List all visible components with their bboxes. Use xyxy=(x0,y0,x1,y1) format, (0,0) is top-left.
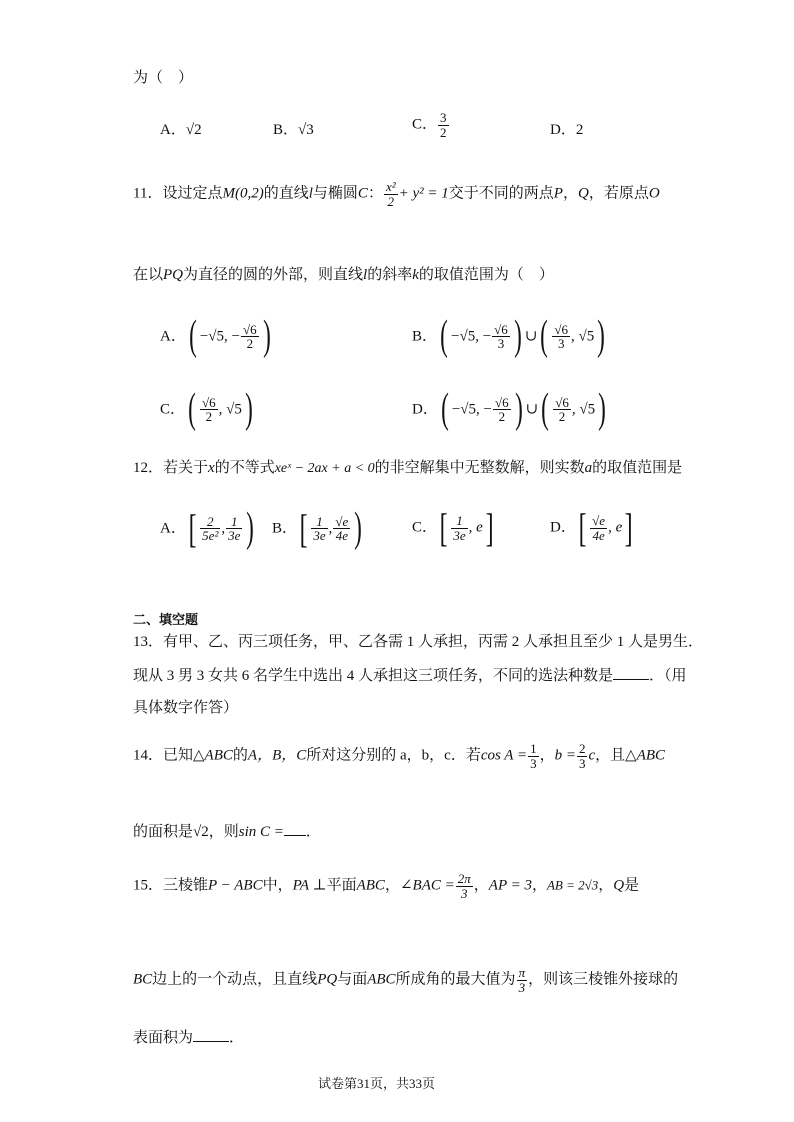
math-expr: , √5 xyxy=(571,328,595,345)
q15-line3 xyxy=(133,1026,244,1047)
math-var: c xyxy=(588,747,596,764)
text: ， xyxy=(598,877,614,894)
q13-line3: 具体数字作答） xyxy=(133,700,239,716)
math-expr: AB = 2√3 xyxy=(546,877,599,893)
text: 的取值范围是 xyxy=(592,460,683,476)
text: 所成角的最大值为 xyxy=(395,971,516,988)
answer-blank[interactable] xyxy=(284,823,306,836)
fraction: $\frac{1}{3e}$ xyxy=(313,513,326,544)
text: 的直线 xyxy=(263,185,309,202)
math-expr: PA ⊥ xyxy=(292,877,327,894)
math-expr: −√5, − xyxy=(451,328,492,345)
math-var: P xyxy=(553,185,563,202)
text: ， xyxy=(384,877,400,894)
text: 为直径的圆的外部，则直线 xyxy=(183,267,364,283)
math-expr: AP = 3 xyxy=(488,877,532,894)
q10-option-d xyxy=(550,118,583,139)
option-value: √3 xyxy=(298,122,314,138)
text: 设过定点 xyxy=(162,185,223,202)
q11-option-c: C．( $\frac{√6}{2}$ , √5) xyxy=(160,386,253,432)
option-value: √2 xyxy=(185,122,202,138)
text: 与面 xyxy=(337,971,368,988)
q13-line2 xyxy=(133,664,687,685)
math-expr: , √5 xyxy=(218,401,242,418)
option-label: D． xyxy=(550,519,576,536)
text: ，则该三棱锥外接球的 xyxy=(528,971,679,988)
math-var: O xyxy=(648,185,660,202)
fraction: $\frac{√6}{2}$ xyxy=(495,394,509,425)
math-var: PQ xyxy=(163,267,184,283)
text: 的非空解集中无整数解，则实数 xyxy=(374,460,585,476)
math-expr: −√5, − xyxy=(451,401,492,418)
option-label: B． xyxy=(273,122,299,138)
q11-option-a: A．( −√5, − $\frac{√6}{2}$ ) xyxy=(160,313,271,359)
math-expr: cos A = xyxy=(480,747,528,764)
option-label: D． xyxy=(550,122,576,138)
math-var: ABC xyxy=(636,747,666,764)
option-label: C． xyxy=(160,401,186,418)
text: 边上的一个动点，且直线 xyxy=(152,971,318,988)
fraction: $\frac{√6}{3}$ xyxy=(494,321,508,352)
math-expr: b = xyxy=(554,747,576,764)
q10-option-a xyxy=(160,118,202,139)
text: ，则 xyxy=(208,824,239,840)
q11-option-b: B．( −√5, − $\frac{√6}{3}$ ) ∪( $\frac{√6}{3}$ , √5) xyxy=(412,313,606,359)
text: 是 xyxy=(624,877,640,894)
option-label: D． xyxy=(412,401,438,418)
option-label: A． xyxy=(160,328,186,345)
math-var: ABC xyxy=(204,747,233,764)
q14-line1 xyxy=(133,742,665,770)
fraction: $\frac{3}{2}$ xyxy=(440,110,447,140)
fraction: $\frac{1}{3e}$ xyxy=(228,513,241,544)
answer-blank[interactable] xyxy=(193,1029,229,1042)
text: ， xyxy=(562,185,578,202)
text: 的取值范围为（ ） xyxy=(418,267,554,283)
text: ， xyxy=(531,877,547,894)
fraction: $\frac{1}{3}$ xyxy=(530,741,537,771)
math-var: Q xyxy=(613,877,625,894)
q11-line1 xyxy=(133,180,660,208)
q13-line1: 13．有甲、乙、丙三项任务，甲、乙各需 1 人承担，丙需 2 人承担且至少 1 人是男生． xyxy=(133,634,704,650)
text: 现从 3 男 3 女共 6 名学生中选出 4 人承担这三项任务，不同的选法种数是 xyxy=(133,668,614,684)
text: 交于不同的两点 xyxy=(448,185,554,202)
fraction: $\frac{√6}{2}$ xyxy=(243,321,257,352)
q11-option-d: D．( −√5, − $\frac{√6}{2}$ ) ∪( $\frac{√6}{2}$ , √5) xyxy=(412,386,606,432)
math-expr: , e xyxy=(608,519,623,536)
math-var: ABC xyxy=(367,971,396,988)
q14-line2 xyxy=(133,820,321,841)
fraction: $\frac{2}{3}$ xyxy=(578,741,586,771)
text: 所对这分别的 a，b，c．若 xyxy=(306,747,481,764)
q12-line1 xyxy=(133,456,682,477)
math-expr: , √5 xyxy=(571,401,596,418)
text: ．（用 xyxy=(649,668,687,684)
math-expr: −√5, − xyxy=(199,328,240,345)
text: 的 xyxy=(232,747,248,764)
math-var: ABC xyxy=(356,877,385,894)
option-label: C． xyxy=(412,116,438,133)
text: 14．已知△ xyxy=(133,747,205,764)
math-var: BC xyxy=(133,971,153,988)
text: 与椭圆 xyxy=(312,185,358,202)
answer-blank[interactable] xyxy=(613,667,649,680)
text: 的面积是 xyxy=(133,824,194,840)
q10-tail-text: 为（ ） xyxy=(133,70,194,86)
option-label: A． xyxy=(160,520,186,537)
union-symbol: ∪ xyxy=(525,401,539,418)
fraction: $\frac{2}{\text{5e²}}$ xyxy=(202,513,219,544)
q12-option-a: A．[ $\frac{2}{\text{5e²}}$ , $\frac{1}{3e}$ ) xyxy=(160,505,255,551)
math-expr: ∠BAC = xyxy=(399,877,455,894)
math-var: a xyxy=(584,460,593,476)
fraction: $\frac{√6}{2}$ xyxy=(555,394,569,425)
math-expr: P − ABC xyxy=(208,877,263,894)
math-expr: + y² = 1 xyxy=(398,185,449,202)
fraction: $\frac{\text{x²}}{2}$ xyxy=(385,179,396,209)
fraction: $\frac{2\pi}{3}$ xyxy=(457,871,471,901)
text: 的斜率 xyxy=(367,267,413,283)
math-var: l xyxy=(363,267,368,283)
math-expr: xeˣ − 2ax + a < 0 xyxy=(274,461,375,476)
text: ， xyxy=(539,747,555,764)
math-var: k xyxy=(412,267,419,283)
text: ． xyxy=(305,824,321,840)
option-label: A． xyxy=(160,122,186,138)
option-label: C． xyxy=(412,519,438,536)
fraction: $\frac{√6}{3}$ xyxy=(554,321,569,352)
q12-option-d: D．[ $\frac{√e}{4e}$ , e] xyxy=(550,505,633,550)
math-var: A，B，C xyxy=(247,747,307,764)
fraction: $\frac{\pi}{3}$ xyxy=(518,965,526,995)
math-var: Q xyxy=(577,185,589,202)
question-number: 11． xyxy=(133,185,163,202)
option-value: 2 xyxy=(575,122,584,138)
math-point: M(0,2) xyxy=(222,185,264,202)
q10-option-b xyxy=(273,118,314,139)
text: 在以 xyxy=(133,267,164,283)
q15-line2 xyxy=(133,966,678,994)
math-var: PQ xyxy=(317,971,338,988)
math-expr: , e xyxy=(468,519,483,536)
q10-option-c xyxy=(412,111,450,139)
text: ， xyxy=(473,877,489,894)
q11-line2 xyxy=(133,263,554,284)
math-var: x xyxy=(208,460,215,476)
text: 的不等式 xyxy=(214,460,275,476)
math-expr: sin C = xyxy=(238,824,284,840)
fraction: $\frac{√e}{4e}$ xyxy=(335,513,349,544)
question-number: 12． xyxy=(133,460,164,476)
text: ，且△ xyxy=(595,747,637,764)
fraction: $\frac{√e}{4e}$ xyxy=(592,512,606,543)
fraction: $\frac{√6}{2}$ xyxy=(202,394,216,425)
math-expr: √2 xyxy=(193,824,209,840)
option-label: B． xyxy=(272,520,298,537)
math-var: l xyxy=(308,185,313,202)
text: ： xyxy=(367,185,383,202)
fraction: $\frac{1}{3e}$ xyxy=(453,512,466,543)
text: ，若原点 xyxy=(588,185,649,202)
q15-line1 xyxy=(133,872,639,900)
page-footer: 试卷第31页，共33页 xyxy=(318,1076,436,1091)
text: 平面 xyxy=(326,877,357,894)
math-var: C xyxy=(357,185,368,202)
option-label: B． xyxy=(412,328,438,345)
q12-option-b: B．[ $\frac{1}{3e}$ , $\frac{√e}{4e}$ ) xyxy=(272,505,363,551)
text: 中， xyxy=(262,877,293,894)
union-symbol: ∪ xyxy=(524,328,538,345)
text: 15．三棱锥 xyxy=(133,877,209,894)
text: 若关于 xyxy=(163,460,209,476)
section-title: 二、填空题 xyxy=(133,613,199,628)
q12-option-c: C．[ $\frac{1}{3e}$ , e] xyxy=(412,505,494,550)
text: ． xyxy=(229,1030,245,1046)
text: 表面积为 xyxy=(133,1030,194,1046)
